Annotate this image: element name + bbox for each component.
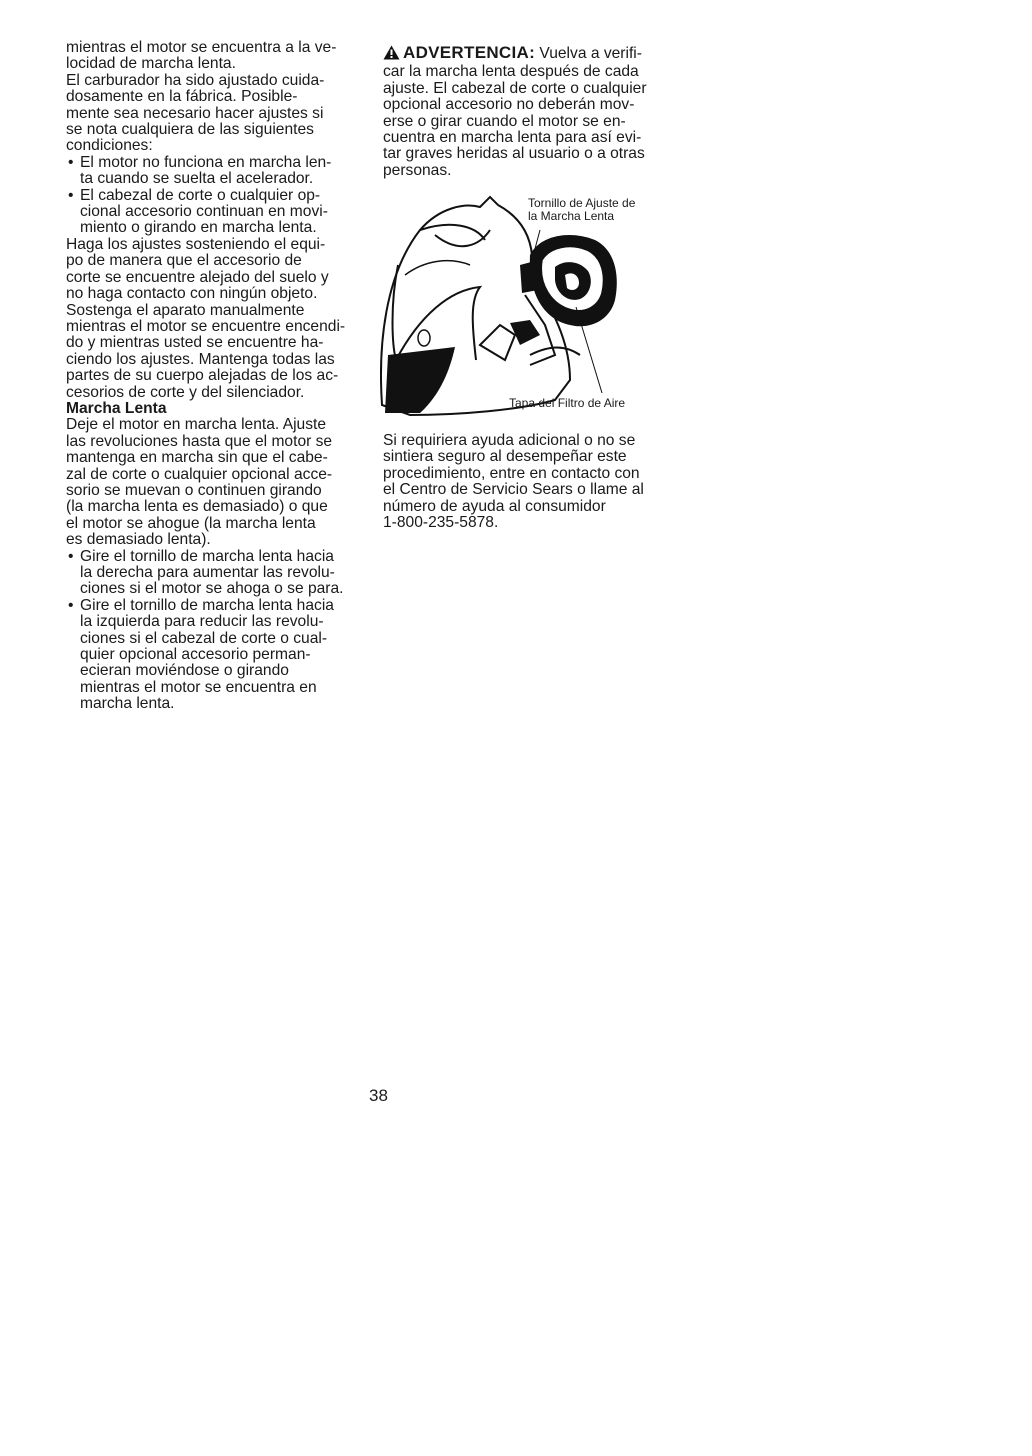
carburetor-illustration [380,195,670,417]
page-number: 38 [369,1086,388,1105]
intro-fragment: mientras el motor se encuentra a la ve- locidad de marcha lenta. [66,39,337,73]
right-column [383,45,683,179]
idle-step-item: • Gire el tornillo de marcha lenta hacia la derecha para aumentar las revolu- ciones si el motor se ahoga o se para. [66,549,366,598]
warning-text: car la marcha lenta después de cada ajuste. El cabezal de corte o cualquier opcional accesorio no deberán mov- erse o girar cuando el motor se en- cuentra en marcha lenta para así evi- tar graves heridas al usuario o a otras personas. [383,63,647,179]
condition-item: • El motor no funciona en marcha len- ta cuando se suelta el acelerador. [66,155,366,188]
idle-paragraph: Deje el motor en marcha lenta. Ajuste las revoluciones hasta que el motor se mantenga en marcha sin que el cabe- zal de corte o cualquier opcional acce- sorio se muevan o continuen girando (la marcha lenta es demasiado) o que el motor se ahogue (la marcha lenta es demasiado lenta). [66,416,333,549]
carburetor-paragraph: El carburador ha sido ajustado cuida- dosamente en la fábrica. Posible- mente sea necesario hacer ajustes si se nota cualquiera de las siguientes condiciones: [66,71,325,155]
help-paragraph: Si requiriera ayuda adicional o no se sintiera seguro al desempeñar este procedimiento, entre en contacto con el Centro de Servicio Sears o llame al número de ayuda al consumidor 1-800-235-5878. [383,432,644,532]
idle-heading: Marcha Lenta [66,399,167,417]
left-column [66,40,366,713]
warning-block [383,45,683,64]
idle-screw-label: Tornillo de Ajuste de la Marcha Lenta [528,196,636,223]
warning-first-line: Vuelva a verifi- [539,45,642,62]
warning-triangle-icon [383,45,400,64]
adjust-paragraph: Haga los ajustes sosteniendo el equi- po de manera que el accesorio de corte se encuentre alejado del suelo y no haga contacto con ningún objeto. Sostenga el aparato manualmente mientras el motor se encuentre encendi- do y mientras usted se encuentre ha- ciendo los ajustes. Mantenga todas las partes de su cuerpo alejadas de los ac- cesorios de corte y del silenciador. [66,235,346,401]
warning-label: ADVERTENCIA: [403,43,536,62]
air-filter-cover-label: Tapa del Filtro de Aire [509,396,626,410]
idle-step-item: • Gire el tornillo de marcha lenta hacia la izquierda para reducir las revolu- ciones si el cabezal de corte o cual- quier opcional accesorio perman- ecieran moviéndose o girando mientras el motor se encuentra en marcha lenta. [66,598,366,713]
condition-item: • El cabezal de corte o cualquier op- cional accesorio continuan en movi- miento o girando en marcha lenta. [66,188,366,237]
